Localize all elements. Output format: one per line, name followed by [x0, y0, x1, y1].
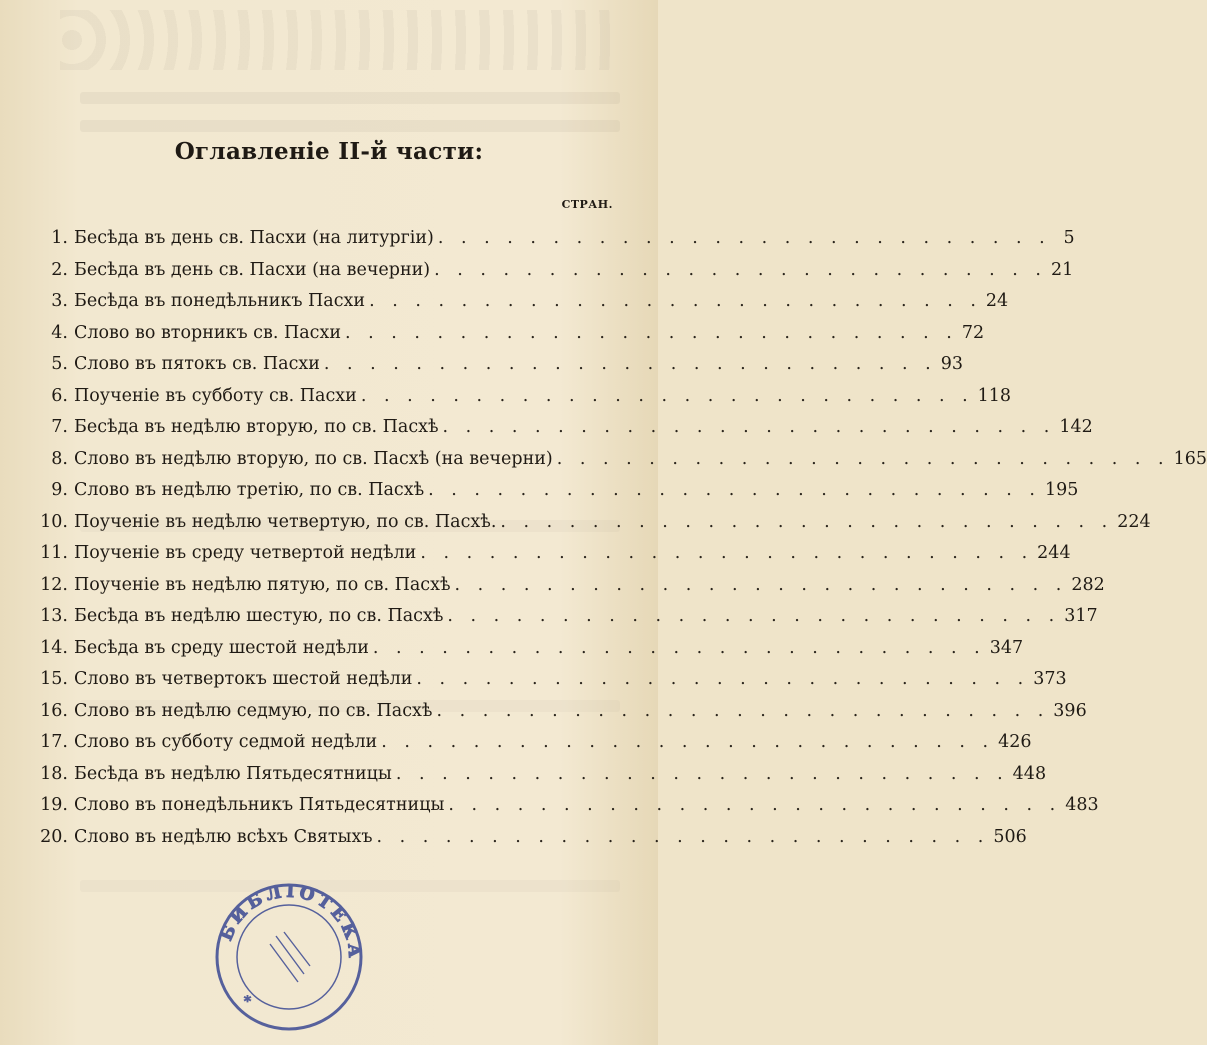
toc-entry-page: 426 — [998, 732, 1032, 752]
toc-entry-title: Бесѣда въ недѣлю вторую, по св. Пасхѣ — [74, 417, 439, 437]
toc-entry-number: 8. — [51, 448, 68, 469]
toc-entry-page: 93 — [940, 354, 964, 374]
toc-entry — [32, 637, 1024, 670]
toc-entry-title: Слово въ недѣлю седмую, по св. Пасхѣ — [74, 700, 433, 721]
stamp-text: БИБЛІОТЕКА — [216, 881, 365, 963]
toc-entry-title: Бесѣда въ среду шестой недѣли — [74, 637, 369, 658]
toc-entry — [32, 480, 1079, 512]
toc-entry-number: 1. — [51, 228, 68, 248]
dot-leader — [500, 512, 1113, 532]
dot-leader — [434, 260, 1047, 280]
toc-entry-page: 396 — [1053, 700, 1087, 721]
bleed-through-ornament — [60, 10, 620, 70]
dot-leader — [428, 480, 1041, 500]
toc-entry-title: Поученіе въ субботу св. Пасхи — [74, 385, 357, 406]
toc-entry-page: 165 — [1173, 448, 1207, 469]
toc-entry-page: 448 — [1012, 763, 1047, 784]
toc-entry-title: Слово въ четвертокъ шестой недѣли — [74, 669, 413, 689]
dot-leader — [361, 386, 974, 406]
svg-text:*: * — [244, 994, 251, 1010]
toc-entry-page: 21 — [1050, 259, 1074, 280]
toc-entry-title: Бесѣда въ недѣлю Пятьдесятницы — [74, 763, 392, 784]
toc-entry-page: 195 — [1044, 480, 1079, 500]
dot-leader — [436, 701, 1049, 721]
dot-leader — [448, 795, 1061, 815]
dot-leader — [345, 323, 958, 343]
toc-entry-title: Слово въ недѣлю третію, по св. Пасхѣ — [74, 480, 425, 500]
toc-entry-title: Бесѣда въ понедѣльникъ Пасхи — [74, 291, 366, 311]
toc-entry-page: 5 — [1063, 228, 1075, 248]
toc-entry-number: 12. — [40, 574, 68, 595]
toc-entry-number: 17. — [40, 732, 68, 752]
dot-leader — [416, 669, 1029, 689]
dot-leader — [373, 638, 986, 658]
toc-entry-number: 2. — [51, 259, 68, 280]
toc-entry-page: 24 — [985, 291, 1009, 311]
toc-entry-title: Поученіе въ недѣлю пятую, по св. Пасхѣ — [74, 574, 451, 595]
toc-entry-page: 483 — [1065, 795, 1099, 815]
toc-entry-number: 18. — [40, 763, 68, 784]
toc-entry-page: 224 — [1117, 511, 1151, 532]
toc-entry-page: 317 — [1064, 606, 1098, 626]
library-stamp — [212, 880, 366, 1034]
toc-entry — [32, 511, 1151, 544]
toc-entry-number: 11. — [40, 543, 68, 563]
toc-entry — [32, 291, 1009, 323]
dot-leader — [447, 606, 1060, 626]
dot-leader — [443, 417, 1056, 437]
toc-entry — [32, 228, 1075, 260]
toc-entry-page: 142 — [1059, 417, 1093, 437]
toc-entry-page: 72 — [961, 322, 985, 343]
toc-entry — [32, 669, 1067, 701]
table-of-contents — [32, 228, 1207, 858]
toc-entry-title: Слово во вторникъ св. Пасхи — [74, 322, 341, 343]
toc-entry-title: Слово въ пятокъ св. Пасхи — [74, 354, 320, 374]
toc-entry-title: Бесѣда въ недѣлю шестую, по св. Пасхѣ — [74, 606, 444, 626]
toc-entry-number: 6. — [51, 385, 68, 406]
bleed-through-line — [80, 92, 620, 104]
toc-entry — [32, 700, 1087, 733]
toc-entry — [32, 763, 1047, 796]
toc-entry — [32, 417, 1093, 449]
toc-entry — [32, 795, 1099, 827]
toc-entry — [32, 826, 1027, 859]
bleed-through-line — [80, 120, 620, 132]
dot-leader — [369, 291, 982, 311]
dot-leader — [438, 228, 1051, 248]
toc-entry — [32, 322, 985, 355]
toc-entry-number: 19. — [40, 795, 68, 815]
toc-entry-page: 347 — [989, 637, 1024, 658]
toc-entry — [32, 543, 1071, 575]
toc-entry — [32, 606, 1098, 638]
toc-entry — [32, 385, 1012, 418]
toc-entry-page: 118 — [977, 385, 1012, 406]
toc-entry-page: 506 — [993, 826, 1027, 847]
toc-entry-number: 9. — [51, 480, 68, 500]
toc-entry — [32, 448, 1207, 481]
dot-leader — [376, 827, 989, 847]
toc-entry-number: 15. — [40, 669, 68, 689]
toc-entry-title: Поученіе въ недѣлю четвертую, по св. Пасхѣ. — [74, 511, 497, 532]
dot-leader — [396, 764, 1009, 784]
toc-entry-title: Бесѣда въ день св. Пасхи (на литургіи) — [74, 228, 434, 248]
toc-entry-title: Слово въ недѣлю всѣхъ Святыхъ — [74, 826, 373, 847]
toc-entry-number: 10. — [40, 511, 68, 532]
toc-entry-number: 14. — [40, 637, 68, 658]
toc-entry-page: 282 — [1071, 574, 1105, 595]
toc-entry-title: Бесѣда въ день св. Пасхи (на вечерни) — [74, 259, 431, 280]
dot-leader — [455, 575, 1068, 595]
toc-entry-page: 244 — [1037, 543, 1071, 563]
toc-entry-number: 20. — [40, 826, 68, 847]
toc-entry — [32, 732, 1032, 764]
toc-entry-title: Поученіе въ среду четвертой недѣли — [74, 543, 417, 563]
page-column-label: СТРАН. — [561, 198, 613, 211]
toc-entry — [32, 354, 964, 386]
toc-entry-title: Слово въ понедѣльникъ Пятьдесятницы — [74, 795, 445, 815]
toc-entry — [32, 259, 1074, 292]
dot-leader — [557, 449, 1170, 469]
svg-text:БИБЛІОТЕКА — [216, 882, 364, 963]
toc-entry-number: 16. — [40, 700, 68, 721]
page-title: Оглавленіе II-й части: — [174, 138, 484, 165]
toc-entry-number: 13. — [40, 606, 68, 626]
dot-leader — [420, 543, 1033, 563]
toc-entry-number: 7. — [51, 417, 68, 437]
dot-leader — [324, 354, 937, 374]
toc-entry-number: 4. — [51, 322, 68, 343]
toc-entry — [32, 574, 1105, 607]
toc-entry-number: 3. — [51, 291, 68, 311]
dot-leader — [381, 732, 994, 752]
toc-entry-page: 373 — [1033, 669, 1067, 689]
toc-entry-title: Слово въ недѣлю вторую, по св. Пасхѣ (на вечерни) — [74, 448, 553, 469]
toc-entry-title: Слово въ субботу седмой недѣли — [74, 732, 378, 752]
toc-entry-number: 5. — [51, 354, 68, 374]
